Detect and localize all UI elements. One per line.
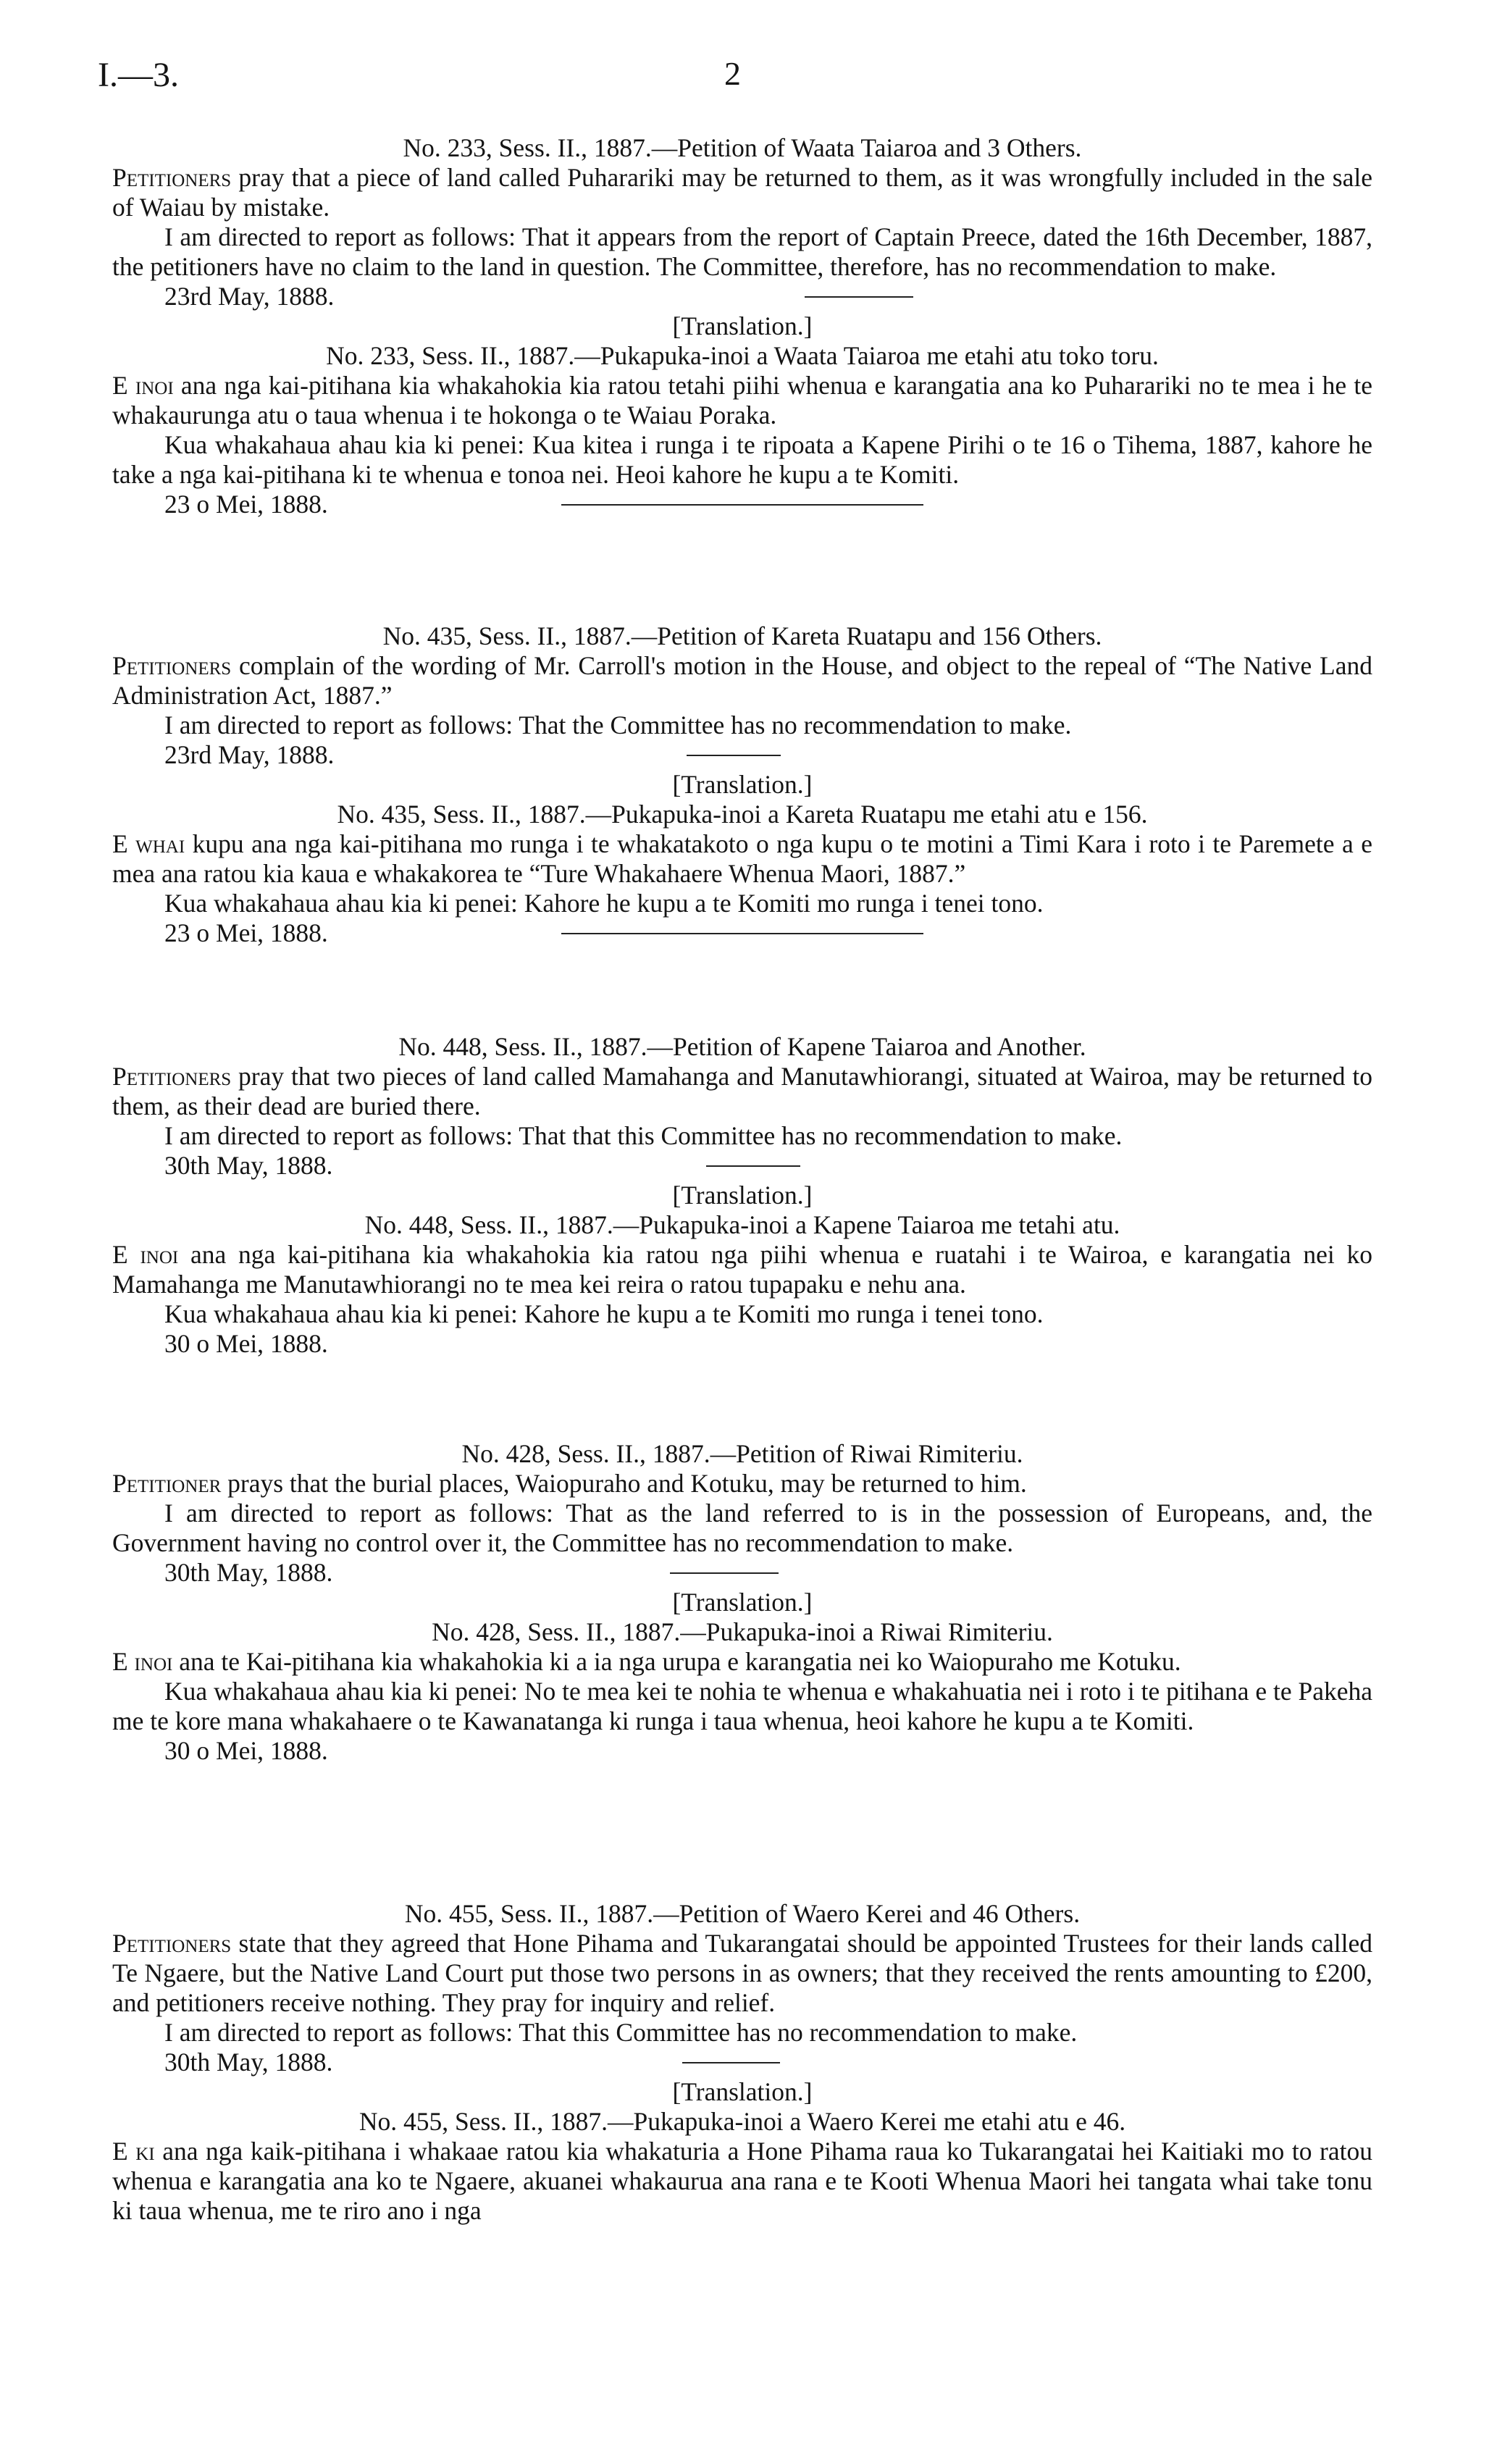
petition-body: pray that two pieces of land called Mamahanga and Manutawhiorangi, situated at Wairoa, may be returned to them, as their dead are buried there. (112, 1062, 1372, 1120)
committee-report: I am directed to report as follows: That as the land referred to is in the possession of Europeans, and, the Government having no control over it, the Committee has no recommendation to make. (112, 1499, 1372, 1557)
translation-label: [Translation.] (672, 770, 813, 799)
petition-section-428 (112, 1439, 1372, 1766)
translation-label: [Translation.] (672, 1588, 813, 1617)
translation-report: Kua whakahaua ahau kia ki penei: Kua kitea i runga i te ripoata a Kapene Pirihi o te 16 o Tihema, 1887, kahore he take a nga kai-pitihana ki te whenua e tonoa nei. Heoi kahore he kupu a te Komiti. (112, 430, 1372, 489)
petition-title: No. 435, Sess. II., 1887.—Petition of Kareta Ruatapu and 156 Others. (382, 621, 1102, 650)
section-divider (561, 504, 923, 506)
translation-report: Kua whakahaua ahau kia ki penei: Kahore he kupu a te Komiti mo runga i tenei tono. (164, 1299, 1044, 1328)
report-date: 23rd May, 1888. (164, 740, 335, 769)
translation-lead-word: E ki (112, 2137, 155, 2166)
petition-section-455 (112, 1899, 1372, 2226)
petition-lead-word: Petitioners (112, 1062, 232, 1091)
petition-lead-word: Petitioners (112, 163, 232, 192)
translation-lead-word: E inoi (112, 1240, 179, 1269)
petition-lead-word: Petitioners (112, 651, 232, 680)
divider-rule (670, 1572, 779, 1574)
translation-title: No. 448, Sess. II., 1887.—Pukapuka-inoi a Kapene Taiaroa me tetahi atu. (364, 1210, 1120, 1239)
petition-section-448 (112, 1032, 1372, 1359)
report-date: 23rd May, 1888. (164, 282, 335, 311)
petition-title: No. 448, Sess. II., 1887.—Petition of Kapene Taiaroa and Another. (398, 1032, 1086, 1061)
petition-title: No. 455, Sess. II., 1887.—Petition of Waero Kerei and 46 Others. (404, 1899, 1081, 1928)
translation-body: ana te Kai-pitihana kia whakahokia ki a ia nga urupa e karangatia nei ko Waiopuraho me Kotuku. (172, 1647, 1181, 1676)
divider-rule (682, 2062, 780, 2063)
petition-lead-word: Petitioners (112, 1929, 232, 1958)
translation-title: No. 435, Sess. II., 1887.—Pukapuka-inoi a Kareta Ruatapu me etahi atu e 156. (337, 800, 1148, 829)
translation-report: Kua whakahaua ahau kia ki penei: Kahore he kupu a te Komiti mo runga i tenei tono. (164, 889, 1044, 918)
divider-rule (706, 1165, 800, 1167)
translation-title: No. 428, Sess. II., 1887.—Pukapuka-inoi a Riwai Rimiteriu. (432, 1617, 1053, 1646)
page-number: 2 (724, 55, 741, 92)
translation-lead-word: E whai (112, 829, 185, 858)
series-reference: I.—3. (98, 56, 179, 94)
petition-body: state that they agreed that Hone Pihama and Tukarangatai should be appointed Trustees for their lands called Te Ngaere, but the Native Land Court put those two persons in as owners; that they received the rents amounting to £200, and petitioners receive nothing. They pray for inquiry and relief. (112, 1929, 1372, 2017)
translation-lead-word: E inoi (112, 1647, 173, 1676)
translation-date: 30 o Mei, 1888. (164, 1736, 328, 1765)
translation-title: No. 233, Sess. II., 1887.—Pukapuka-inoi a Waata Taiaroa me etahi atu toko toru. (326, 341, 1159, 370)
translation-body: ana nga kaik-pitihana i whakaae ratou kia whakaturia a Hone Pihama raua ko Tukarangatai hei Kaitiaki mo to ratou whenua e karangatia ana ko te Ngaere, akuanei whakaurua ana rana e te Kooti Whenua Maori hei tangata whai take tonu ki taua whenua, me te riro ano i nga (112, 2137, 1372, 2225)
petition-lead-word: Petitioner (112, 1469, 222, 1498)
translation-title: No. 455, Sess. II., 1887.—Pukapuka-inoi a Waero Kerei me etahi atu e 46. (358, 2107, 1126, 2136)
committee-report: I am directed to report as follows: That the Committee has no recommendation to make. (164, 711, 1072, 739)
petition-section-435 (112, 621, 1372, 948)
translation-label: [Translation.] (672, 2077, 813, 2106)
report-date: 30th May, 1888. (164, 2048, 333, 2077)
divider-rule (805, 296, 913, 298)
translation-body: ana nga kai-pitihana kia whakahokia kia ratou nga piihi whenua e ruatahi i te Wairoa, e karangatia nei ko Mamahanga me Manutawhiorangi no te mea kei reira o ratou tupapaku e nehu ana. (112, 1240, 1372, 1299)
report-date: 30th May, 1888. (164, 1558, 333, 1587)
translation-body: ana nga kai-pitihana kia whakahokia kia ratou tetahi piihi whenua e karangatia ana ko Puharariki no te mea i he te whakaurunga atu o taua whenua i te hokonga o te Waiau Poraka. (112, 371, 1372, 429)
petition-title: No. 233, Sess. II., 1887.—Petition of Waata Taiaroa and 3 Others. (403, 133, 1082, 162)
translation-date: 30 o Mei, 1888. (164, 1329, 328, 1358)
translation-body: kupu ana nga kai-pitihana mo runga i te whakatakoto o nga kupu o te motini a Timi Kara i roto i te Paremete a e mea ana ratou kia kaua e whakakorea te “Ture Whakahaere Whenua Maori, 1887.” (112, 829, 1372, 888)
translation-label: [Translation.] (672, 311, 813, 340)
translation-report: Kua whakahaua ahau kia ki penei: No te mea kei te nohia te whenua e whakahuatia nei i roto i te pitihana e te Pakeha me te kore mana whakahaere o te Kawanatanga ki runga i taua whenua, heoi kahore he kupu a te Komiti. (112, 1677, 1372, 1735)
committee-report: I am directed to report as follows: That this Committee has no recommendation to make. (164, 2018, 1078, 2047)
translation-date: 23 o Mei, 1888. (164, 918, 328, 947)
petition-section-233 (112, 133, 1372, 519)
petition-body: pray that a piece of land called Puharariki may be returned to them, as it was wrongfully included in the sale of Waiau by mistake. (112, 163, 1372, 222)
report-date: 30th May, 1888. (164, 1151, 333, 1180)
translation-date: 23 o Mei, 1888. (164, 490, 328, 519)
committee-report: I am directed to report as follows: That it appears from the report of Captain Preece, dated the 16th December, 1887, the petitioners have no claim to the land in question. The Committee, therefore, has no recommendation to make. (112, 222, 1372, 281)
petition-body: prays that the burial places, Waiopuraho and Kotuku, may be returned to him. (221, 1469, 1027, 1498)
section-divider (561, 933, 923, 934)
translation-lead-word: E inoi (112, 371, 174, 400)
petition-title: No. 428, Sess. II., 1887.—Petition of Riwai Rimiteriu. (461, 1439, 1023, 1468)
committee-report: I am directed to report as follows: That that this Committee has no recommendation to make. (164, 1121, 1123, 1150)
translation-label: [Translation.] (672, 1181, 813, 1210)
petition-body: complain of the wording of Mr. Carroll's motion in the House, and object to the repeal of “The Native Land Administration Act, 1887.” (112, 651, 1372, 710)
divider-rule (687, 755, 781, 756)
